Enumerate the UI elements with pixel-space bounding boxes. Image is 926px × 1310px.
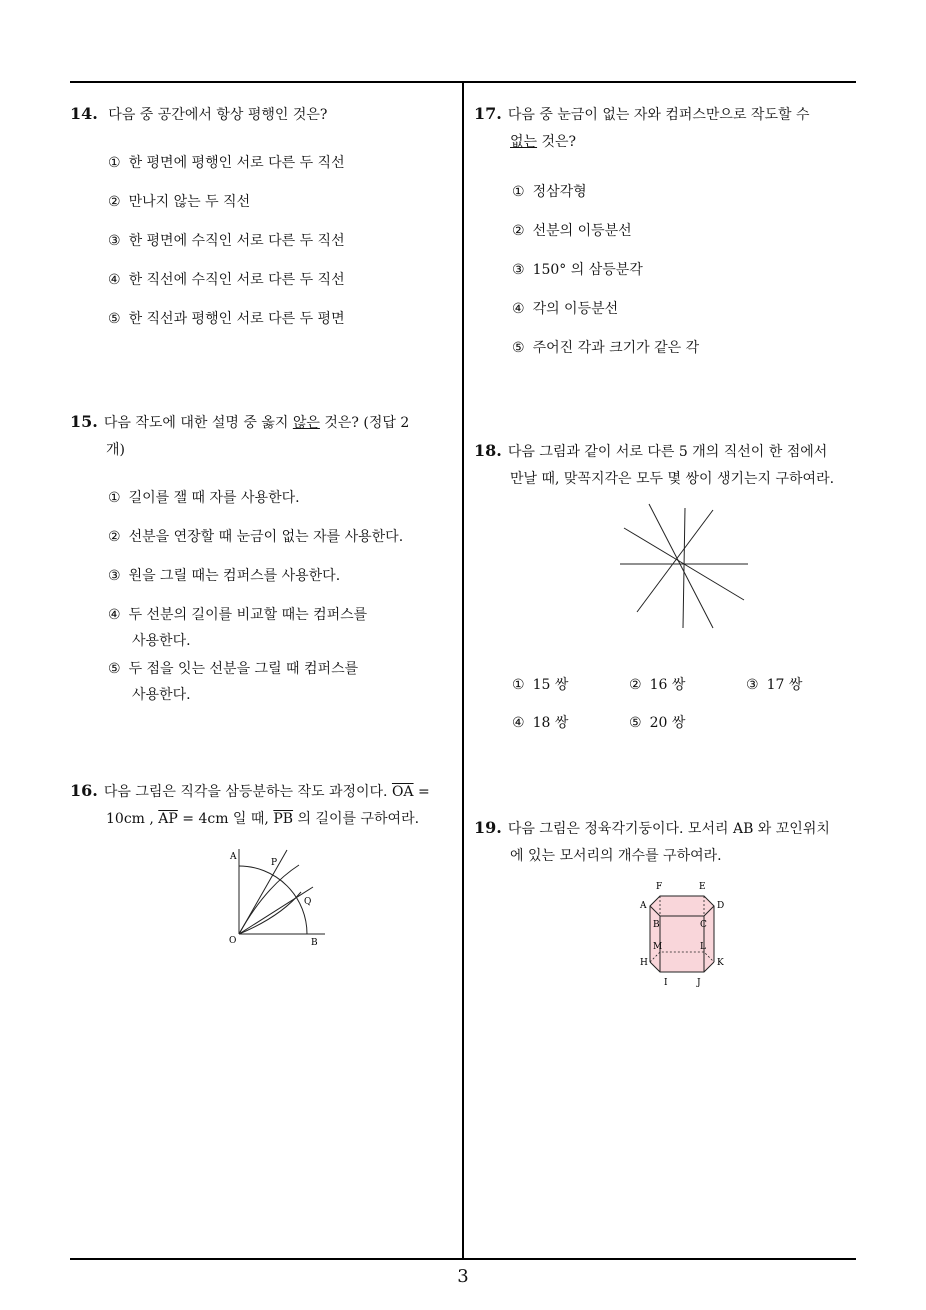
label-Q: Q: [304, 897, 312, 907]
q18-option-3[interactable]: ③ 17 쌍: [746, 677, 803, 693]
label-C: C: [700, 920, 707, 930]
q17-option-4[interactable]: ④ 각의 이등분선: [512, 301, 619, 317]
label-K: K: [717, 958, 724, 968]
q18-option-2[interactable]: ② 16 쌍: [629, 677, 686, 693]
q18-option-4[interactable]: ④ 18 쌍: [512, 715, 569, 731]
q17-option-5[interactable]: ⑤ 주어진 각과 크기가 같은 각: [512, 340, 700, 356]
q15-option-1[interactable]: ① 길이를 잴 때 자를 사용한다.: [108, 490, 300, 506]
question-15: 15. 다음 작도에 대한 설명 중 옳지 않은 것은? (정답 2 개): [70, 412, 410, 458]
q14-option-2[interactable]: ② 만나지 않는 두 직선: [108, 194, 251, 210]
label-A: A: [230, 852, 237, 862]
page-number: 3: [457, 1266, 469, 1287]
q14-option-3[interactable]: ③ 한 평면에 수직인 서로 다른 두 직선: [108, 233, 345, 249]
label-H: H: [640, 958, 648, 968]
question-number: 16.: [70, 781, 98, 800]
q18-option-5[interactable]: ⑤ 20 쌍: [629, 715, 686, 731]
q17-option-1[interactable]: ① 정삼각형: [512, 184, 587, 200]
q18-option-1[interactable]: ① 15 쌍: [512, 677, 569, 693]
question-19: 19. 다음 그림은 정육각기둥이다. 모서리 AB 와 꼬인위치 에 있는 모서리의 개수를 구하여라.: [474, 818, 830, 864]
question-number: 17.: [474, 104, 502, 123]
label-F: F: [656, 882, 663, 892]
question-number: 18.: [474, 441, 502, 460]
question-number: 14.: [70, 104, 98, 123]
label-B: B: [653, 920, 660, 930]
angle-trisection-figure: [225, 847, 335, 947]
q15-option-5[interactable]: ⑤ 두 점을 잇는 선분을 그릴 때 컴퍼스를 사용한다.: [108, 661, 359, 703]
q14-option-1[interactable]: ① 한 평면에 평행인 서로 다른 두 직선: [108, 155, 345, 171]
five-lines-figure: [614, 502, 754, 632]
q17-option-2[interactable]: ② 선분의 이등분선: [512, 223, 632, 239]
q14-option-5[interactable]: ⑤ 한 직선과 평행인 서로 다른 두 평면: [108, 311, 345, 327]
label-P: P: [271, 858, 278, 868]
label-A: A: [640, 901, 647, 911]
q15-option-2[interactable]: ② 선분을 연장할 때 눈금이 없는 자를 사용한다.: [108, 529, 404, 545]
label-J: J: [697, 978, 701, 988]
question-number: 19.: [474, 818, 502, 837]
question-14: [70, 100, 462, 129]
question-text: 다음 중 공간에서 항상 평행인 것은?: [108, 107, 328, 123]
q15-option-4[interactable]: ④ 두 선분의 길이를 비교할 때는 컴퍼스를 사용한다.: [108, 607, 368, 649]
q17-option-3[interactable]: ③ 150° 의 삼등분각: [512, 262, 643, 278]
label-I: I: [664, 978, 668, 988]
question-number: 15.: [70, 412, 98, 431]
bottom-rule: [70, 1258, 856, 1260]
q14-option-4[interactable]: ④ 한 직선에 수직인 서로 다른 두 직선: [108, 272, 345, 288]
label-E: E: [699, 882, 706, 892]
question-17: 17. 다음 중 눈금이 없는 자와 컴퍼스만으로 작도할 수 없는 것은?: [474, 104, 810, 150]
q15-option-3[interactable]: ③ 원을 그릴 때는 컴퍼스를 사용한다.: [108, 568, 341, 584]
label-O: O: [229, 936, 237, 946]
label-B: B: [311, 938, 318, 947]
column-divider: [462, 81, 464, 1259]
label-M: M: [653, 942, 663, 952]
hexagonal-prism-figure: [636, 877, 736, 995]
question-16: 16. 다음 그림은 직각을 삼등분하는 작도 과정이다. $\overline{OA}$ = 10cm , $\overline{AP} = 4cm$ 일 때, $\overline{PB}$ 의 길이를 구하여라.: [70, 781, 430, 827]
question-18: 18. 다음 그림과 같이 서로 다른 5 개의 직선이 한 점에서 만날 때, 맞꼭지각은 모두 몇 쌍이 생기는지 구하여라.: [474, 441, 835, 487]
label-D: D: [717, 901, 725, 911]
label-L: L: [700, 942, 706, 952]
